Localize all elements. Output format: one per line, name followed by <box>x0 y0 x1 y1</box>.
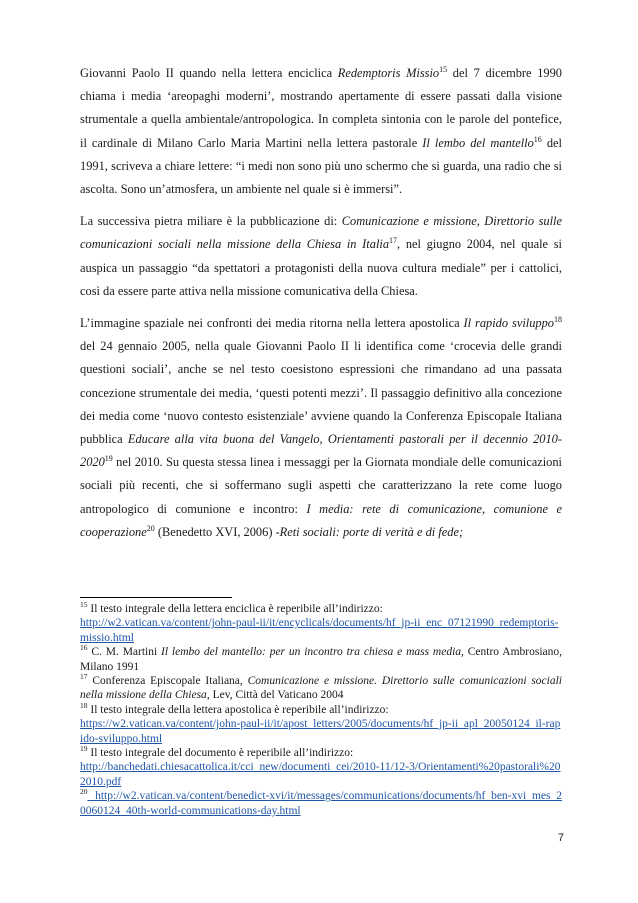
footnote-15 <box>80 602 562 645</box>
footnote-20 <box>80 789 562 818</box>
footnotes <box>80 602 562 818</box>
paragraph-2 <box>80 210 562 303</box>
title-italic: Redemptoris Missio <box>337 66 440 80</box>
text: , nel giugno 2004, nel quale si auspica un passaggio “da spettatori a protagonisti della nuova cultura mediale” per i cattolici, così da essere parte attiva nella missione comunicativa della Chiesa. <box>80 237 562 298</box>
text: (Benedetto XVI, 2006) - <box>154 524 280 539</box>
footnote-number: 15 <box>80 600 88 610</box>
footnote-text: Il testo integrale del documento è reperibile all’indirizzo: <box>87 747 354 760</box>
text: del 24 gennaio 2005, nella quale Giovanni Paolo II li identifica come ‘crocevia delle grandi questioni sociali’, anche se nel testo coesistono espressioni che rimandano ad una passata concezione strumentale dei media, ‘questi potenti mezzi’. Il passaggio definitivo alla concezione dei media come ‘nuovo contesto esistenziale’ avviene quando la Conferenza Episcopale Italiana pubblica <box>80 339 562 447</box>
footnote-number: 16 <box>80 643 88 653</box>
footnote-link[interactable]: http://w2.vatican.va/content/john-paul-ii/it/encyclicals/documents/hf_jp-ii_enc_07121990_redemptoris-missio.html <box>80 617 559 644</box>
footnote-text: Il testo integrale della lettera enciclica è reperibile all’indirizzo: <box>87 603 383 615</box>
footnote-number: 17 <box>80 672 88 682</box>
title-italic: Il lembo del mantello <box>422 135 534 150</box>
footnote-ref[interactable]: 20 <box>146 523 155 533</box>
footnote-16 <box>80 645 562 674</box>
text: del 7 dicembre 1990 chiama i media ‘areopaghi moderni’, mostrando apertamente di essere passati dalla visione strumentale a quella ambientale/antropologica. In completa sintonia con le parole del pontefice, il cardinale di Milano Carlo Maria Martini nella lettera pastorale <box>80 66 562 150</box>
text: La successiva pietra miliare è la pubblicazione di: <box>80 214 342 229</box>
footnote-link[interactable]: https://w2.vatican.va/content/john-paul-ii/it/apost_letters/2005/documents/hf_jp-ii_apl_20050124_il-rapido-sviluppo.html <box>80 718 561 745</box>
footnote-text: Conferenza Episcopale Italiana, <box>87 675 248 688</box>
paragraph-1 <box>80 62 562 201</box>
text: del 1991, scriveva a chiare lettere: “i medi non sono più uno schermo che si guarda, una radio che si ascolta. Sono un’atmosfera, un ambiente nel quale si è immersi”. <box>80 135 562 197</box>
footnote-link[interactable]: http://banchedati.chiesacattolica.it/cci_new/documenti_cei/2010-11/12-3/Orientamenti%20pastorali%202010.pdf <box>80 761 561 788</box>
footnote-text: Il testo integrale della lettera apostolica è reperibile all’indirizzo: <box>87 703 389 716</box>
footnote-ref[interactable]: 16 <box>533 134 542 144</box>
footnote-text: , Lev, Città del Vaticano 2004 <box>206 689 344 702</box>
footnote-19 <box>80 746 562 789</box>
title-italic: Comunicazione e missione, Direttorio sulle comunicazioni sociali nella missione della Chiesa in Italia <box>80 214 563 252</box>
text: L’immagine spaziale nei confronti dei media ritorna nella lettera apostolica <box>80 316 464 331</box>
footnote-ref[interactable]: 18 <box>554 314 562 324</box>
text: Giovanni Paolo II quando nella lettera enciclica <box>80 66 338 80</box>
title-italic: I media: rete di comunicazione, comunione e cooperazione <box>80 501 562 539</box>
text: nel 2010. Su questa stessa linea i messaggi per la Giornata mondiale delle comunicazioni sociali più recenti, che si soffermano sugli aspetti che caratterizzano la rete come luogo antropologico di comunione e incontro: <box>80 455 562 516</box>
footnote-title: Comunicazione e missione. Direttorio sulle comunicazioni sociali nella missione della Chiesa <box>80 675 563 702</box>
footnote-number: 20 <box>80 787 88 797</box>
footnote-text: , Centro Ambrosiano, Milano 1991 <box>80 646 562 673</box>
footnote-number: 18 <box>80 701 88 711</box>
footnote-text: C. M. Martini <box>87 646 162 659</box>
footnote-title: Il lembo del mantello: per un incontro tra chiesa e mass media <box>161 646 462 659</box>
paragraph-3 <box>80 312 562 544</box>
footnote-17 <box>80 674 562 703</box>
footnote-separator <box>80 597 232 598</box>
footnote-ref[interactable]: 15 <box>439 64 448 74</box>
title-italic: Il rapido sviluppo <box>463 316 554 331</box>
footnote-ref[interactable]: 19 <box>104 454 113 464</box>
footnote-number: 19 <box>80 744 88 754</box>
title-italic: Educare alla vita buona del Vangelo, Orientamenti pastorali per il decennio 2010-2020 <box>80 432 563 470</box>
footnote-ref[interactable]: 17 <box>389 236 398 246</box>
body-text <box>80 62 562 553</box>
footnote-link[interactable]: http://w2.vatican.va/content/benedict-xvi/it/messages/communications/documents/hf_ben-xvi_mes_20060124_40th-world-communications-day.html <box>80 790 562 817</box>
footnote-18 <box>80 703 562 746</box>
page-number: 7 <box>557 832 564 844</box>
title-italic: Reti sociali: porte di verità e di fede; <box>279 524 464 539</box>
